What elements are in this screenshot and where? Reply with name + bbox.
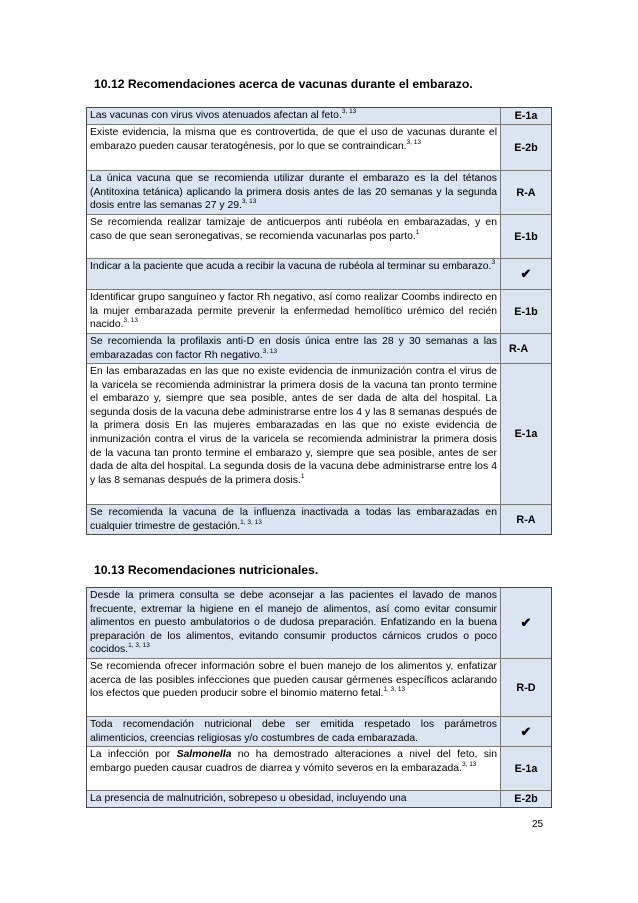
- evidence-grade: E-2b: [500, 125, 551, 170]
- table-row: [87, 170, 551, 214]
- evidence-grade: E-2b: [500, 791, 551, 807]
- row-text: En las embarazadas en las que no existe evidencia de inmunización contra el virus de la varicela se recomienda administrar la primera dosis de la vacuna tan pronto termine el embarazo y, siempre que sea posible, antes de ser dada de alta del hospital. La segunda dosis de la vacuna debe administrarse entre los 4 y las 8 semanas después de la primera dosis En las mujeres embarazadas en las que no existe evidencia de inmunización contra el virus de la varicela se recomienda administrar la primera dosis de la vacuna tan pronto termine el embarazo y, siempre que sea posible, antes de ser dada de alta del hospital. La segunda dosis de la vacuna debe administrarse entre los 4 y las 8 semanas después de la primera dosis.$^1$: [90, 366, 497, 486]
- checkmark-icon: ✔: [500, 717, 551, 746]
- row-text: Identificar grupo sanguíneo y factor Rh negativo, así como realizar Coombs indirecto en la mujer embarazada permite prevenir la enfermedad hemolítico urémico del recién nacido.$^{3, 13}$: [90, 292, 497, 331]
- row-text: Indicar a la paciente que acuda a recibir la vacuna de rubéola al terminar su embarazo.$^3$: [87, 259, 500, 289]
- table-row: [87, 289, 551, 333]
- table-row: [87, 588, 551, 658]
- table-row: [87, 716, 551, 746]
- section-heading-vacunas: 10.12 Recomendaciones acerca de vacunas durante el embarazo.: [94, 77, 473, 91]
- checkmark-icon: ✔: [500, 588, 551, 658]
- row-text: Se recomienda la vacuna de la influenza inactivada a todas las embarazadas en cualquier trimestre de gestación.$^{1, 3, 13}$: [87, 505, 500, 534]
- evidence-grade: R-A: [500, 505, 551, 534]
- nutrition-table: [86, 587, 552, 808]
- row-text: Toda recomendación nutricional debe ser emitida respetado los parámetros alimenticios, creencias religiosas y/o costumbres de cada embarazada.: [87, 717, 500, 746]
- table-row: [87, 258, 551, 289]
- table-row: [87, 746, 551, 790]
- row-text: Desde la primera consulta se debe aconsejar a las pacientes el lavado de manos frecuente, extremar la higiene en el manejo de alimentos, así como evitar consumir alimentos en puesto ambulatorios o de dudosa preparación. Enfatizando en la buena preparación de los alimentos, evitando consumir productos cárnicos crudos o poco cocidos.$^{1, 3, 13}$: [87, 588, 500, 658]
- table-row: [87, 214, 551, 258]
- row-text: La única vacuna que se recomienda utilizar durante el embarazo es la del tétanos (Antitoxina tetánica) aplicando la primera dosis antes de las 20 semanas y la segunda dosis entre las semanas 27 y 29.$^{3, 13}$: [87, 171, 500, 214]
- evidence-grade: R-A: [500, 334, 551, 363]
- row-text: Existe evidencia, la misma que es controvertida, de que el uso de vacunas durante el embarazo pueden causar teratogénesis, por lo que se contraindican.$^{3, 13}$: [90, 127, 497, 152]
- evidence-grade: E-1a: [500, 364, 551, 504]
- row-text: Se recomienda ofrecer información sobre el buen manejo de los alimentos y, enfatizar acerca de las posibles infecciones que pueden causar gérmenes específicos aclarando los efectos que pueden producir sobre el binomio materno fetal.$^{1, 3, 13}$: [90, 661, 497, 700]
- evidence-grade: E-1a: [500, 747, 551, 790]
- table-row: [87, 124, 551, 170]
- evidence-grade: R-D: [500, 659, 551, 716]
- table-row: [87, 108, 551, 124]
- evidence-grade: E-1a: [500, 108, 551, 124]
- table-row: [87, 504, 551, 534]
- row-text: Se recomienda la profilaxis anti-D en dosis única entre las 28 y 30 semanas a las embarazadas con factor Rh negativo.$^{3, 13}$: [87, 334, 500, 363]
- row-text: La presencia de malnutrición, sobrepeso u obesidad, incluyendo una: [87, 791, 500, 807]
- row-text: Las vacunas con virus vivos atenuados afectan al feto.$^{3, 13}$: [87, 108, 500, 124]
- checkmark-icon: ✔: [500, 259, 551, 289]
- table-row: [87, 363, 551, 504]
- evidence-grade: E-1b: [500, 290, 551, 333]
- vaccines-table: [86, 107, 552, 535]
- row-text: La infección por Salmonella no ha demostrado alteraciones a nivel del feto, sin embargo pueden causar cuadros de diarrea y vómito severos en la embarazada.$^{3, 13}$: [90, 749, 497, 774]
- table-row: [87, 790, 551, 807]
- evidence-grade: E-1b: [500, 215, 551, 258]
- page-number: 25: [532, 819, 544, 830]
- section-heading-nutricion: 10.13 Recomendaciones nutricionales.: [94, 563, 319, 577]
- row-text: Se recomienda realizar tamizaje de anticuerpos anti rubéola en embarazadas, y en caso de que sean seronegativas, se recomienda vacunarlas pos parto.$^1$: [90, 217, 497, 242]
- table-row: [87, 333, 551, 363]
- evidence-grade: R-A: [500, 171, 551, 214]
- table-row: [87, 658, 551, 716]
